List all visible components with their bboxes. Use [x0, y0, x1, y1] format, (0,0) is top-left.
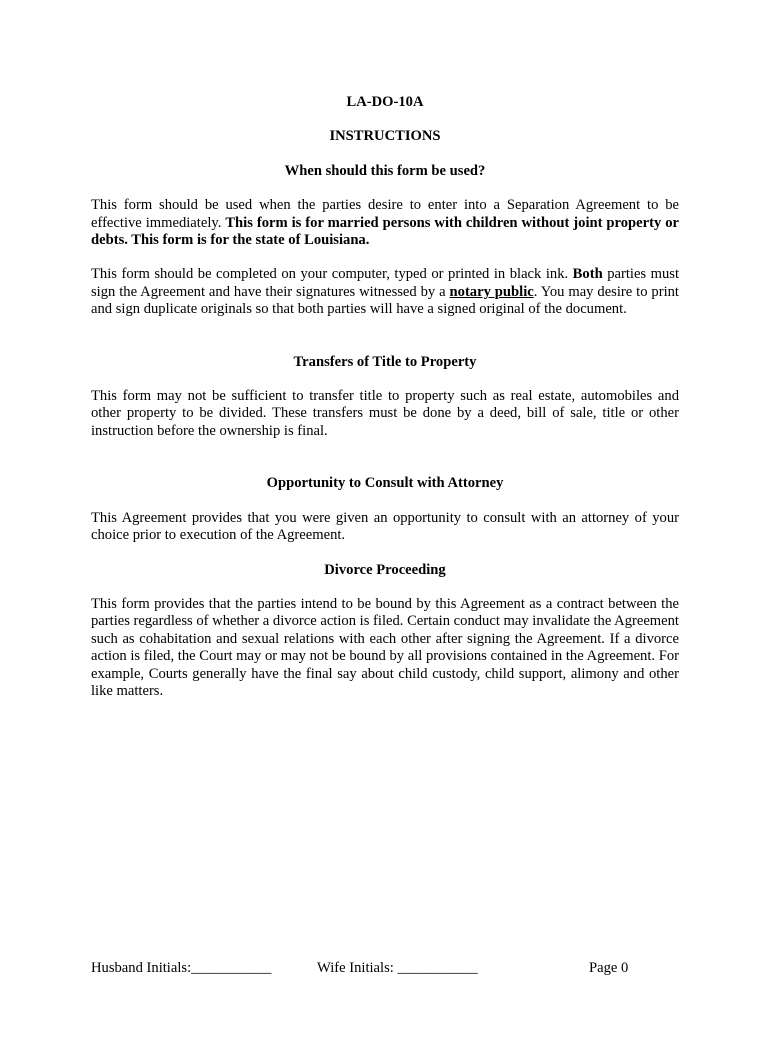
section-title-divorce: Divorce Proceeding — [324, 561, 446, 578]
section-title-when-used: When should this form be used? — [284, 162, 486, 179]
page-number: Page 0 — [589, 960, 629, 976]
paragraph-bold-text: Both — [572, 266, 603, 283]
husband-initials-field[interactable]: Husband Initials:___________ — [91, 960, 272, 976]
paragraph-when-used-1 — [91, 197, 679, 249]
notary-public-emphasis: notary public — [449, 283, 534, 300]
form-id: LA-DO-10A — [346, 94, 424, 110]
wife-initials-field[interactable]: Wife Initials: ___________ — [317, 960, 478, 976]
section-title-transfers: Transfers of Title to Property — [293, 353, 477, 370]
instructions-heading: INSTRUCTIONS — [329, 128, 441, 145]
paragraph-transfers: This form may not be sufficient to transfer title to property such as real estate, automobiles and other property to be divided. These transfers must be done by a deed, bill of sale, title or other instruction before the ownership is final. — [91, 388, 679, 439]
paragraph-bold-text: This form is for married persons with children without joint property or debts. This form is for the state of Louisiana. — [91, 214, 680, 249]
page-footer — [91, 960, 679, 980]
paragraph-divorce: This form provides that the parties intend to be bound by this Agreement as a contract between the parties regardless of whether a divorce action is filed. Certain conduct may invalidate the Agreement such as cohabitation and sexual relations with each other after signing the Agreement. If a divorce action is filed, the Court may or may not be bound by all provisions contained in the Agreement. For example, Courts generally have the final say about child custody, child support, alimony and other like matters. — [91, 595, 679, 699]
paragraph-text: parties must sign the Agreement and have their signatures witnessed by a — [91, 266, 679, 300]
paragraph-when-used-2 — [91, 266, 679, 318]
paragraph-text: This form should be used when the parties desire to enter into a Separation Agreement to be effective immediately. — [91, 197, 679, 231]
paragraph-attorney: This Agreement provides that you were given an opportunity to consult with an attorney of your choice prior to execution of the Agreement. — [91, 509, 679, 544]
section-title-attorney: Opportunity to Consult with Attorney — [266, 475, 504, 492]
paragraph-text: This form should be completed on your computer, typed or printed in black ink. — [91, 266, 573, 283]
paragraph-text: . You may desire to print and sign duplicate originals so that both parties will have a signed original of the document. — [91, 283, 679, 318]
document-content — [91, 94, 679, 700]
